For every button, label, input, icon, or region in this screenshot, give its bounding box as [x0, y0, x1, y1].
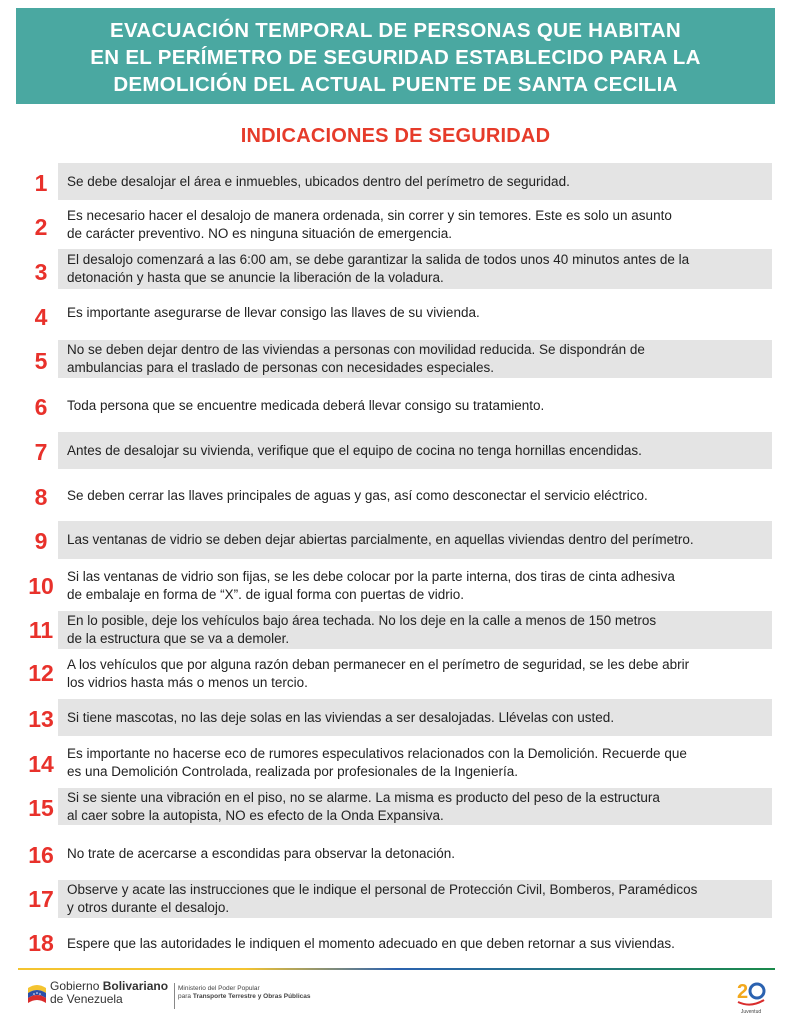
instruction-number: 7 [34, 439, 48, 465]
instruction-number: 10 [28, 573, 54, 599]
instruction-text: Observe y acate las instrucciones que le indique el personal de Protección Civil, Bomberos, Paramédicos y otros durante el desalojo. [67, 882, 698, 915]
header-title-line-3: DEMOLICIÓN DEL ACTUAL PUENTE DE SANTA CECILIA [113, 72, 678, 96]
instruction-text-box [58, 521, 772, 559]
instruction-text-box [58, 387, 772, 424]
instruction-text-box [58, 880, 772, 918]
instruction-text: En lo posible, deje los vehículos bajo área techada. No los deje en la calle a menos de 150 metros de la estructura que se va a demoler. [67, 613, 657, 646]
emblem-text: Juventud [740, 1009, 762, 1015]
instruction-number: 12 [28, 660, 54, 686]
instruction-text-box [58, 477, 772, 514]
venezuela-flag-logo [26, 982, 48, 1008]
svg-text:2: 2 [737, 981, 749, 1003]
government-name [50, 980, 168, 1006]
header-title-line-2: EN EL PERÍMETRO DE SEGURIDAD ESTABLECIDO PARA LA [90, 45, 701, 69]
instruction-text: Espere que las autoridades le indiquen el momento adecuado en que deben retornar a sus viviendas. [67, 935, 675, 951]
gov-name-line2: de Venezuela [50, 992, 123, 1006]
instruction-text-box [58, 744, 772, 782]
instruction-text-box [58, 835, 772, 872]
instruction-number: 11 [28, 617, 54, 643]
instruction-number: 1 [34, 170, 48, 196]
instruction-number: 15 [28, 795, 54, 821]
instruction-text-box [58, 655, 772, 692]
instruction-text: Si las ventanas de vidrio son fijas, se les debe colocar por la parte interna, dos tiras de cinta adhesiva de embalaje en forma de “X”. de igual forma con puertas de vidrio. [67, 568, 675, 602]
header-title-line-1: EVACUACIÓN TEMPORAL DE PERSONAS QUE HABITAN [110, 18, 681, 42]
instruction-text: El desalojo comenzará a las 6:00 am, se debe garantizar la salida de todos unos 40 minutos antes de la detonación y hasta que se anuncie la liberación de la voladura. [67, 252, 690, 285]
instruction-text-box [58, 340, 772, 378]
instruction-text-box [58, 925, 772, 962]
youth-emblem-logo [734, 976, 768, 1016]
instruction-text: Es necesario hacer el desalojo de manera ordenada, sin correr y sin temores. Este es solo un asunto de carácter preventivo. NO es ninguna situación de emergencia. [67, 208, 672, 241]
gov-name-line1-a: Gobierno [50, 979, 103, 993]
instruction-number: 14 [28, 751, 54, 777]
instruction-text-box [58, 432, 772, 469]
footer-vertical-divider [174, 983, 175, 1009]
instruction-number: 4 [34, 304, 48, 330]
footer-divider-line [18, 968, 775, 970]
instruction-text: Se debe desalojar el área e inmuebles, ubicados dentro del perímetro de seguridad. [67, 173, 570, 189]
instruction-number: 2 [34, 214, 48, 240]
instruction-text: Se deben cerrar las llaves principales de aguas y gas, así como desconectar el servicio eléctrico. [67, 487, 648, 503]
instruction-text: Si tiene mascotas, no las deje solas en las viviendas a ser desalojadas. Llévelas con usted. [67, 709, 615, 725]
gov-name-line1-b: Bolivariano [102, 979, 169, 993]
instruction-text: No se deben dejar dentro de las viviendas a personas con movilidad reducida. Se dispondrán de ambulancias para el traslado de personas con necesidades especiales. [67, 342, 645, 375]
ministry-line2-a: para [178, 993, 193, 1000]
instruction-number: 18 [28, 930, 54, 956]
instruction-text: Toda persona que se encuentre medicada deberá llevar consigo su tratamiento. [67, 397, 545, 413]
instruction-text-box [58, 567, 772, 604]
instruction-number: 13 [28, 706, 54, 732]
instruction-number: 16 [28, 842, 54, 868]
instruction-text-box [58, 206, 772, 244]
ministry-line1: Ministerio del Poder Popular [178, 985, 260, 992]
instruction-number: 6 [34, 394, 48, 420]
instruction-text-box [58, 611, 772, 649]
instruction-text: A los vehículos que por alguna razón deban permanecer en el perímetro de seguridad, se les debe abrir los vidrios hasta más o menos un tercio. [67, 656, 690, 690]
instruction-text-box [58, 788, 772, 825]
instruction-text-box [58, 163, 772, 200]
instruction-text: No trate de acercarse a escondidas para observar la detonación. [67, 845, 455, 861]
instruction-text: Es importante asegurarse de llevar consigo las llaves de su vivienda. [67, 304, 480, 320]
instruction-text: Antes de desalojar su vivienda, verifique que el equipo de cocina no tenga hornillas encendidas. [67, 442, 642, 458]
instruction-text: Si se siente una vibración en el piso, no se alarme. La misma es producto del peso de la estructura al caer sobre la autopista, NO es efecto de la Onda Expansiva. [67, 789, 660, 823]
instruction-text-box [58, 294, 772, 331]
instruction-text-box [58, 699, 772, 736]
section-subtitle: INDICACIONES DE SEGURIDAD [240, 125, 551, 147]
ministry-line2-b: Transporte Terrestre y Obras Públicas [192, 993, 311, 1000]
instruction-number: 9 [34, 528, 48, 554]
instruction-number: 17 [28, 886, 54, 912]
instruction-number: 8 [34, 484, 48, 510]
instruction-number: 5 [34, 348, 48, 374]
ministry-name [178, 985, 310, 1001]
instruction-text: Es importante no hacerse eco de rumores especulativos relacionados con la Demolición. Recuerde que es una Demolición Controlada, realizada por profesionales de la Ingeniería. [67, 746, 687, 779]
instruction-number: 3 [34, 259, 48, 285]
instruction-text-box [58, 249, 772, 289]
instruction-text: Las ventanas de vidrio se deben dejar abiertas parcialmente, en aquellas viviendas dentro del perímetro. [67, 532, 694, 547]
page-header [16, 8, 775, 104]
